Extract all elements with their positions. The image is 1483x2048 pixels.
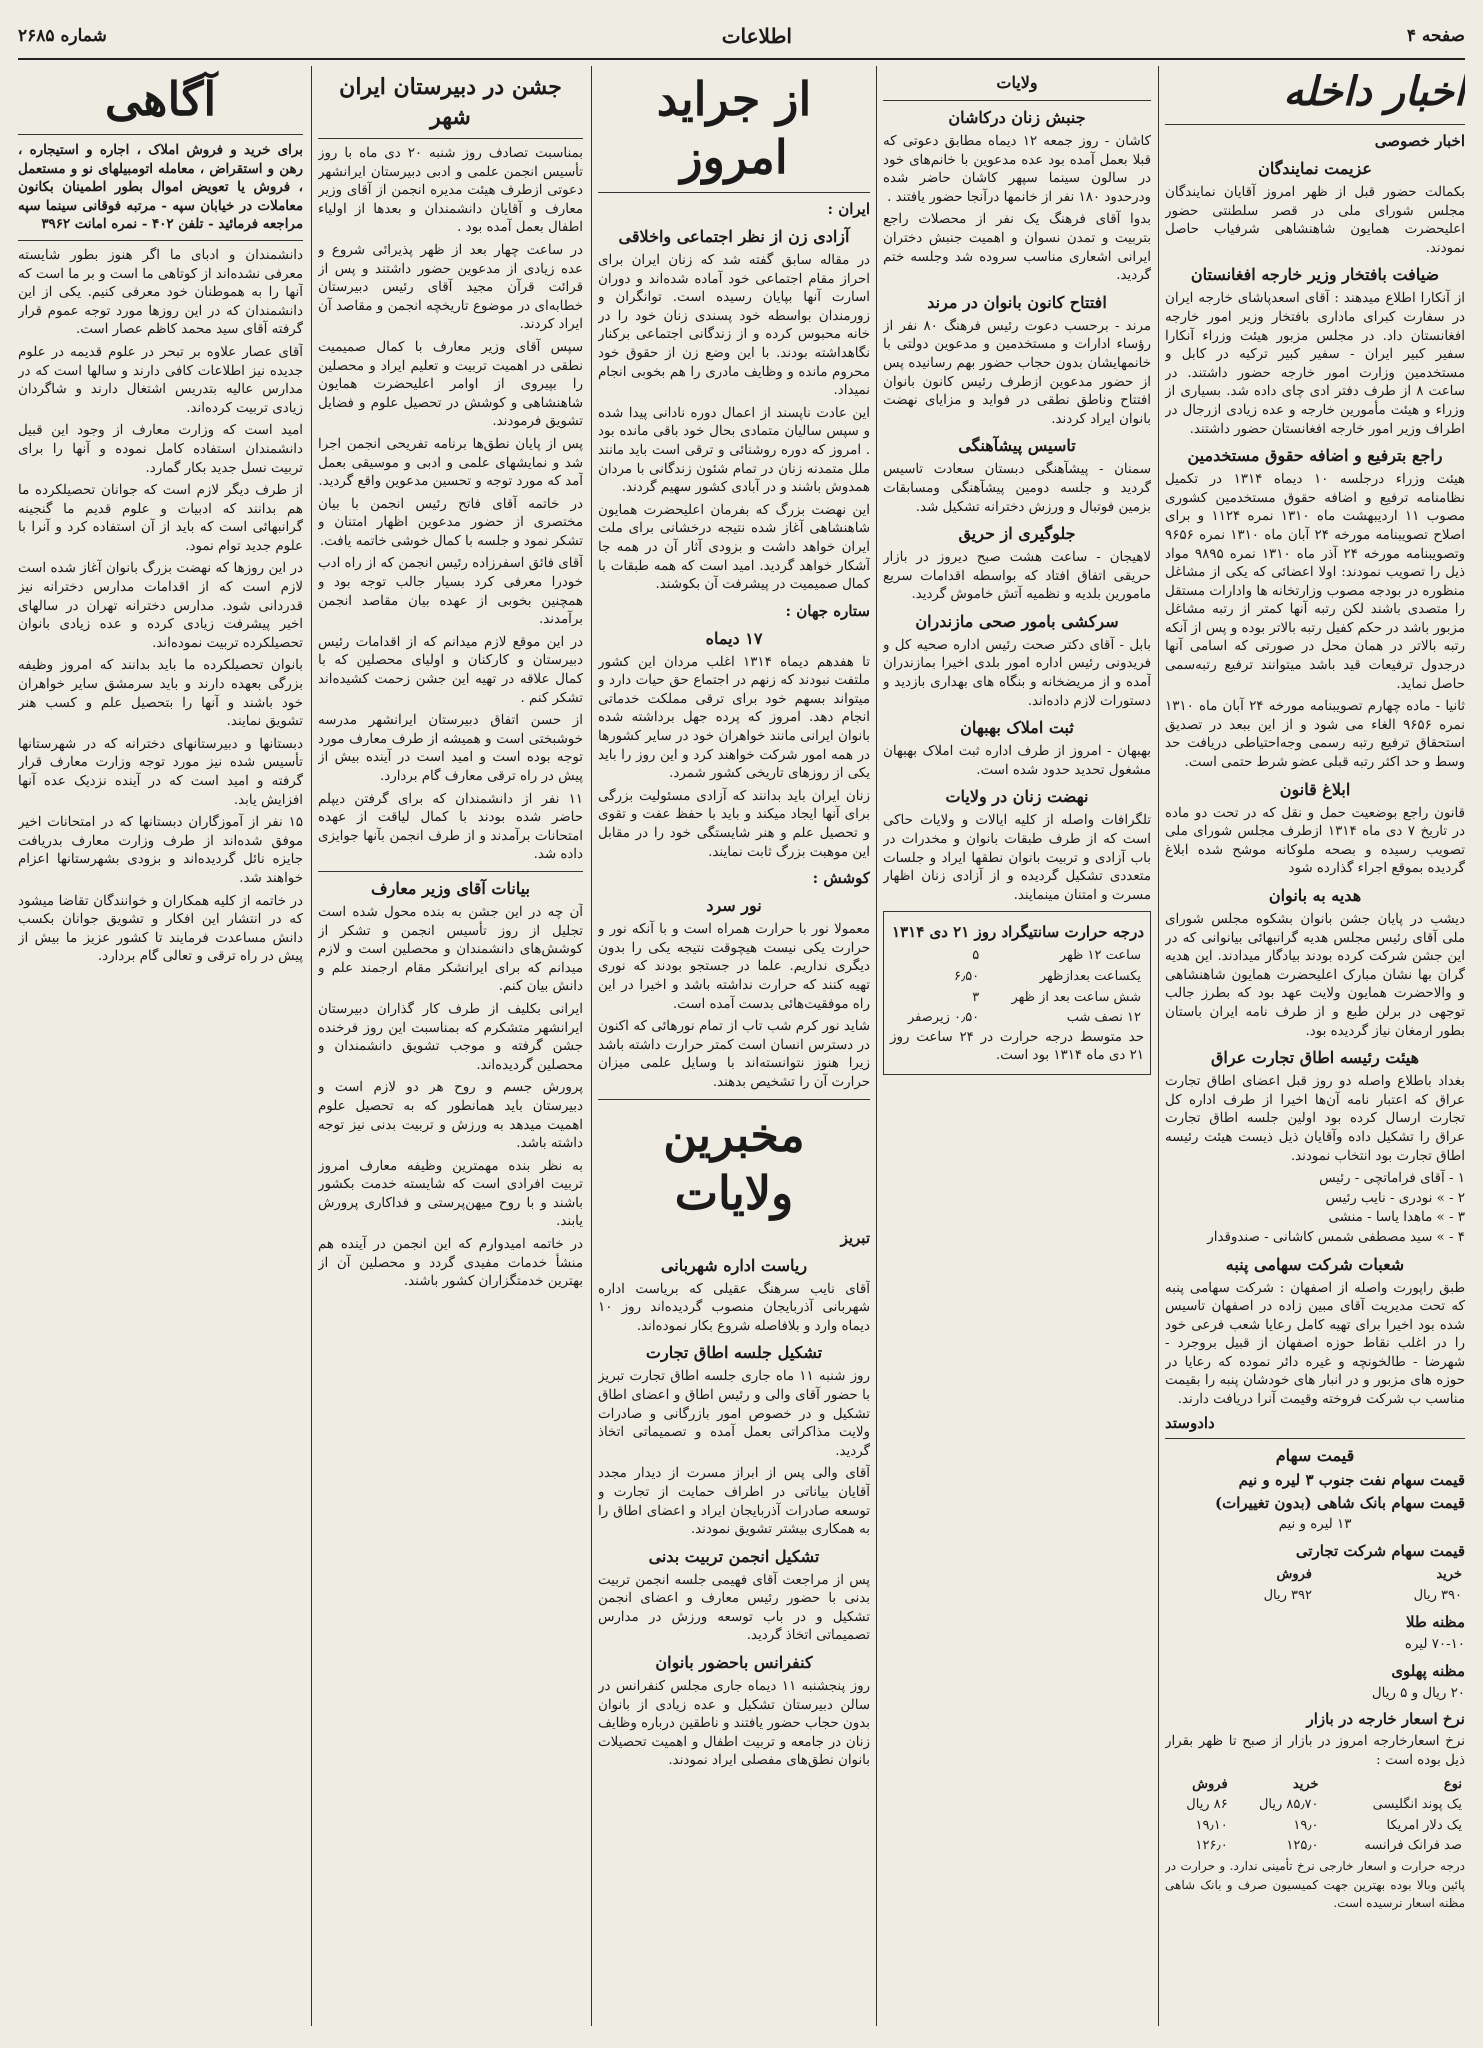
heading: ۱۷ دیماه	[705, 628, 763, 648]
paragraph: سپس آقای وزیر معارف با کمال صمیمیت نطقی در اهمیت تربیت و تعلیم ایراد و محصلین را بپیروی از اوامر اعلیحضرت همایون شاهنشاهی و کوشش در تحصیل علوم و فضایل تشویق فرمودند.	[318, 339, 583, 430]
paragraph: ۱۵ نفر از آموزگاران دبستانها که در امتحانات اخیر موفق شده‌اند از طرف وزارت معارف بدریافت جایزه نائل گردیده‌اند و بزودی بشهرستانها اعزام خواهند شد.	[18, 815, 303, 886]
section-title: جشن در دبیرستان ایران شهر	[339, 74, 562, 130]
cell: ۵	[972, 948, 980, 964]
table-row	[890, 1008, 1144, 1029]
heading: تاسیس پیشآهنگی	[958, 436, 1076, 456]
heading: عزیمت نمایندگان	[1258, 159, 1372, 178]
cell: ۸۵٫۷۰ ریال	[1258, 1797, 1319, 1813]
cell: ۶٫۵۰	[954, 969, 980, 984]
paragraph: این عادت ناپسند از اعمال دوره نادانی پیدا شده و سپس سالیان متمادی بحال خود باقی مانده بود . امروز که دوره روشنائی و ترقی است باید مانند ملل متمدنه زنان در تمام شئون زندگانی با مردان همدوش باشند و در آبادی کشور سهیم گردند.	[598, 405, 870, 496]
heading: ولایات	[996, 73, 1038, 92]
paragraph: کاشان - روز جمعه ۱۲ دیماه مطابق دعوتی که قبلا بعمل آمده بود عده مدعوین با خانم‌های خود در سالون سینما سپهر کاشان حاضر شده ودرحدود ۱۸۰ نفر از خانمها درآنجا حضور یافتند .	[883, 134, 1151, 205]
col-header: نوع	[1443, 1776, 1462, 1792]
heading: ضیافت بافتخار وزیر خارجه افغانستان	[1190, 265, 1440, 285]
heading: جلوگیری از حریق	[958, 524, 1076, 544]
trade-price-table	[1165, 1565, 1465, 1606]
cell: ۸۶ ریال	[1186, 1797, 1228, 1813]
list-item: ۱ - آقای فراماتچی - رئیس	[1319, 1171, 1465, 1187]
paragraph: آقای عصار علاوه بر تبحر در علوم قدیمه در علوم جدیده نیز اطلاعات کافی دارند و سالها است که در مدارس عالیه بتدریس اشتغال دارند و شاگردان زیادی تربیت کرده‌اند.	[18, 344, 303, 416]
cell: ۱۲ نصف شب	[1066, 1010, 1141, 1026]
paragraph: در خاتمه از کلیه همکاران و خوانندگان تقاضا میشود که در انتشار این افکار و تشویق جوانان بکسب دانش مساعدت فرمایند تا کشور عزیز ما بیش از پیش در راه ترقی و تعالی گام بردارد.	[18, 893, 303, 965]
heading: مظنه طلا	[1405, 1613, 1465, 1632]
cell: ۳	[972, 989, 980, 1005]
paragraph: بمناسبت تصادف روز شنبه ۲۰ دی ماه با روز تأسیس انجمن علمی و ادبی دبیرستان ایرانشهر دعوتی ازطرف هیئت مدیره انجمن از آقای وزیر معارف و آقایان دانشمندان و بعدها از اولیاء اطفال بعمل آمده بود .	[318, 146, 583, 236]
cell: ۰٫۵۰ زیرصفر	[908, 1010, 980, 1026]
temperature-box	[883, 911, 1151, 1075]
cell: ۱۲۵٫۰	[1286, 1838, 1319, 1854]
paragraph: پرورش جسم و روح هر دو لازم است و دبیرستان باید همانطور که به تحصیل علوم اهمیت میدهد به ورزش و تربیت بدنی نیز توجه داشته باشد.	[318, 1080, 583, 1152]
paragraph: پس از مراجعت آقای فهیمی جلسه انجمن تربیت بدنی با حضور رئیس معارف و اعضای انجمن تشکیل و در باب توسعه ورزش در مدارس تصمیماتی اتخاذ گردید.	[598, 1572, 870, 1644]
paragraph: طبق راپورت واصله از اصفهان : شرکت سهامی پنبه که تحت مدیریت آقای مبین زاده در اصفهان تاسیس شده بود اخیرا برای تهیه کامل رعایا شعب فرعی خود را در اغلب نقاط حوزه اصفهان از قبیل بروجرد - شهرضا - طالخونچه و غیره دائر نموده که رعایا در حوزه های مزبور و در انبار های خودشان پنبه را بقیمت مناسب ب شرکت فروخته وقیمت آنرا دریافت دارند.	[1165, 1280, 1465, 1408]
cell: ۱۹٫۰	[1293, 1817, 1319, 1833]
heading: نرخ اسعار خارجه در بازار	[1306, 1710, 1465, 1729]
paragraph: قانون راجع بوضعیت حمل و نقل که در تحت دو ماده در تاریخ ۷ دی ماه ۱۳۱۴ ازطرف مجلس شورای ملی تصویب رسیده و بصحه ملوکانه موشح شده ابلاغ گردیده بموقع اجراء گذارده شود	[1165, 805, 1465, 877]
cell: شش ساعت بعد از ظهر	[1011, 989, 1141, 1005]
paragraph: ثانیا - ماده چهارم تصویبنامه مورخه ۲۴ آبان ماه ۱۳۱۰ نمره ۹۶۵۶ الغاء می شود و از این ببعد در تصدیق استحقاق ترفیع رتبه رسمی وجه‌احتیاطی دریافت حد وسط و حد اکثر رتبه قبلی عضو شرط حتمی است.	[1165, 699, 1465, 771]
cell: یک پوند انگلیسی	[1372, 1797, 1462, 1813]
heading: تبریز	[840, 1228, 870, 1247]
heading: قیمت سهام شرکت تجارتی	[1295, 1542, 1465, 1561]
section-title: مخبرین ولایات	[663, 1107, 805, 1220]
paragraph: ایرانی بکلیف از طرف کار گذاران دبیرستان ایرانشهر متشکرم که بمناسبت این روز فرخنده جشن گرفته و موجب تشویق دانشمندان و محصلین گردیده‌اند.	[318, 1001, 583, 1073]
temperature-table	[890, 946, 1144, 1028]
paragraph: بکمالت حضور قبل از ظهر امروز آقایان نمایندگان مجلس شورای ملی در قصر سلطنتی حضور اعلیحضرت همایون شاهنشاهی شرفیاب حاصل نمودند.	[1165, 185, 1465, 256]
paragraph: هیئت وزراء درجلسه ۱۰ دیماه ۱۳۱۴ در تکمیل نظامنامه ترفیع و اضافه حقوق مستخدمین کشوری مصوب ۱۱ اردیبهشت ماه ۱۳۱۰ نمره ۱۱۲۴ و برای اصلاح تصویبنامه مورخه ۲۴ آبان ماه ۱۳۱۰ نمره ۹۶۵۶ وتصویبنامه مورخه ۲۴ آذر ماه ۱۳۱۰ نمره ۹۸۹۵ مواد ذیل را تصویب نمودند: اولا اعضائی که یکی از مشاغل منظوره در بودجه مصوب وزارتخانه ها وادارات مستقل را متصدی باشند لکن رتبه آنها کمتر از رتبه مشاغل مزبور باشد در حکم کفیل رتبه بالاتر بوده و پس از آنکه رتبه بالاتر در همان محل در صورتی که اسامی آنها درجدول ترفیعات قید باشد میتوانند ترفیع رتبه‌سمی حاصل نماید.	[1165, 472, 1465, 692]
paragraph: روز پنجشنبه ۱۱ دیماه جاری مجلس کنفرانس در سالن دبیرستان تشکیل و عده زیادی از بانوان بدون حجاب حضور یافتند و ناطقین درباره وظایف زنان در جامعه و تربیت اطفال و اهمیت تحصیلات بانوان نطق‌های مفصلی ایراد نمودند.	[598, 1679, 870, 1769]
cell: ۳۹۲ ریال	[1263, 1587, 1312, 1603]
paragraph: روز شنبه ۱۱ ماه جاری جلسه اطاق تجارت تبریز با حضور آقای والی و رئیس اطاق و اعضای اطاق تشکیل و در خصوص امور بازرگانی و صادرات ولایت مذاکراتی بعمل آمده و تصمیماتی اتخاذ گردید.	[598, 1369, 870, 1459]
paragraph: این نهضت بزرگ که بفرمان اعلیحضرت همایون شاهنشاهی آغاز شده نتیجه درخشانی برای ملت ایران خواهد داشت و بزودی آثار آن در همه جا آشکار خواهد گردید. امید است که همه طبقات با کمال صمیمیت در پیشرفت آن بکوشند.	[598, 502, 870, 593]
paragraph: در این روزها که نهضت بزرگ بانوان آغاز شده است لازم است که از اقدامات مدارس دخترانه نیز قدردانی شود. مدارس دخترانه تهران در سالهای اخیر پیشرفت زیادی کرده و عده زیادی بانوان تحصیلکرده تربیت نموده‌اند.	[18, 561, 303, 651]
heading: هیئت رئیسه اطاق تجارت عراق	[1210, 1048, 1420, 1068]
heading: راجع بترفیع و اضافه حقوق مستخدمین	[1187, 446, 1443, 466]
heading: ستاره جهان :	[785, 601, 870, 620]
cell: ۱۹٫۱۰	[1195, 1817, 1228, 1833]
paragraph: معمولا نور با حرارت همراه است و با آنکه نور و حرارت یکی نیست هیچوقت نتیجه یکی را بدون دیگری نداریم. علما در جستجو بودند که نوری تهیه کنند که حرارت نداشته باشد و اخیرا در این راه موفقیت‌هائی بدست آمده است.	[598, 922, 870, 1012]
list-item: ۲ - » نودری - نایب رئیس	[1325, 1190, 1465, 1206]
paragraph: مرند - برحسب دعوت رئیس فرهنگ ۸۰ نفر از رؤساء ادارات و مستخدمین و مدعوین دولتی با خانمهایشان بدون حجاب حضور بهم رسانیده پس از حضور مدعوین ازطرف رئیس کانون بانوان افتتاح وناطق نطقی در فواید و مزایای نهضت بانوان ایراد کردند.	[883, 318, 1151, 427]
col-header: فروش	[1276, 1567, 1312, 1583]
cell: یکساعت بعدازظهر	[1039, 969, 1141, 984]
section-title: از جراید امروز	[656, 72, 812, 184]
cell: صد فرانک فرانسه	[1364, 1838, 1462, 1854]
gold-price: ۷۰-۱۰ لیره	[1404, 1637, 1465, 1653]
column-press-review	[598, 66, 870, 2026]
paragraph: در مقاله سابق گفته شد که زنان ایران برای احراز مقام اجتماعی خود آماده شده‌اند و دوران اسارت آنها بپایان رسیده است. توانگران و زورمندان بواسطه خود پسندی زنان خود را در خانه محبوس کرده و از زندگانی اجتماعی برکنار نگاهداشته بودند. با این وضع زن از حقوق خود محروم مانده و وظایف مادری را هم بخوبی انجام نمیداد.	[598, 253, 870, 399]
heading: بیانات آقای وزیر معارف	[371, 878, 530, 898]
paragraph: حد متوسط درجه حرارت در ۲۴ ساعت روز ۲۱ دی ماه ۱۳۱۴ بود است.	[890, 1029, 1144, 1064]
heading: جنبش زنان درکاشان	[948, 108, 1086, 127]
cell: یک دلار امریکا	[1386, 1817, 1462, 1833]
heading: کوشش :	[812, 869, 870, 888]
paper-name: اطلاعات	[721, 24, 792, 48]
paragraph: در ساعت چهار بعد از ظهر پذیرائی شروع و عده زیادی از مدعوین حضور داشتند و پس از قرائت قرآن مجید آقای رئیس دبیرستان خطابه‌ای در موضوع تاریخچه انجمن و مقاصد آن ایراد کردند.	[318, 242, 583, 333]
paragraph: آقای والی پس از ابراز مسرت از دیدار مجدد آقایان بیاناتی در اطراف حمایت از تجارت و توسعه صادرات آذربایجان ایراد و اعضای اطاق را به همکاری بیشتر تشویق نمودند.	[598, 1466, 870, 1538]
section-stamp: دادوستد	[1165, 1413, 1215, 1432]
section-logo: اخبار داخله	[1283, 68, 1465, 115]
paragraph: زنان ایران باید بدانند که آزادی مسئولیت بزرگی برای آنها ایجاد میکند و باید با حفظ عفت و تقوی و تحصیل علم و هنر شایستگی خود را در مقابل این موهبت بزرگ ثابت نمایند.	[598, 788, 870, 860]
paragraph: در خاتمه آقای فاتح رئیس انجمن با بیان مختصری از حضور مدعوین اظهار امتنان و تشکر نمود و جلسه با کمال خوشی خاتمه یافت.	[318, 496, 583, 549]
masthead	[18, 14, 1465, 60]
issue-number: شماره ۲۶۸۵	[18, 26, 107, 46]
paragraph: بغداد باطلاع واصله دو روز قبل اعضای اطاق تجارت عراق که اعتبار نامه آن‌ها اخیرا از طرف اداره کل تجارت ارسال کرده بود اولین جلسه اطاق تجارت عراق را تشکیل داده وآقایان ذیل ذیست هیئت رئیسه اطاق تجارت بود انتخاب نمودند.	[1165, 1074, 1465, 1164]
table-row	[1165, 1795, 1465, 1816]
heading: درجه حرارت سانتیگراد روز ۲۱ دی ۱۳۱۴	[892, 923, 1144, 942]
col-header: خرید	[1292, 1776, 1319, 1792]
paragraph: درجه‌ حرارت و اسعار خارجی نرخ تأمینی ندارد. و حرارت در پائین وبالا بوده بهترین جهت کمیسیون صرف و بانک شاهی مظنه اسعار نرسیده است.	[1165, 1858, 1465, 1911]
stock-line: قیمت سهام بانک شاهی (بدون تغییرات)	[1215, 1493, 1465, 1512]
stock-line: قیمت سهام نفت جنوب ۳ لیره و نیم	[1238, 1471, 1465, 1490]
heading: سرکشی بامور صحی مازندران	[915, 611, 1119, 631]
column-provinces	[883, 66, 1151, 2026]
heading: آزادی زن از نظر اجتماعی واخلاقی	[618, 227, 850, 246]
heading: کنفرانس باحضور بانوان	[655, 1653, 813, 1673]
heading: افتتاح کانون بانوان در مرند	[927, 292, 1107, 312]
heading: قیمت سهام	[1275, 1446, 1355, 1466]
column-school-festival	[318, 66, 583, 2026]
heading: مظنه پهلوی	[1391, 1661, 1465, 1680]
list-item: ۳ - » ماهدا یاسا - منشی	[1328, 1210, 1465, 1226]
heading: تشکیل انجمن تربیت بدنی	[648, 1546, 820, 1566]
heading: نهضت زنان در ولایات	[945, 787, 1089, 807]
paragraph: به نظر بنده مهمترین وظیفه معارف امروز تربیت افرادی است که شایسته خدمت بکشور باشند و با روح میهن‌پرستی و فداکاری پرورش یابند.	[318, 1158, 583, 1230]
paragraph: دیشب در پایان جشن بانوان بشکوه مجلس شورای ملی آقای رئیس مجلس هدیه گرانبهائی بیانوانی که در این جشن شرکت کرده بودند بیادگار میدادند. این هدیه گران بها نشان مبارک اعلیحضرت همایون شاهنشاهی و والاحضرت همایون ولایت عهد بود که بطرز جالب توجهی در برلن طبع و از طرف نامه ایران باستان بطور ارمغان نیاز گردیده بود.	[1165, 912, 1465, 1039]
paragraph: بهبهان - امروز از طرف اداره ثبت املاک بهبهان مشغول تحدید حدود شده است.	[883, 744, 1151, 778]
heading: اخبار خصوصی	[1374, 132, 1465, 150]
paragraph: در این موقع لازم میدانم که از اقدامات رئیس دبیرستان و کارکنان و اولیای محصلین که با کمال علاقه در تهیه این جشن زحمت کشیده‌اند تشکر کنم .	[318, 634, 583, 706]
paragraph: نرخ اسعارخارجه امروز در بازار از صبح تا ظهر بقرار ذیل بوده است :	[1165, 1734, 1465, 1768]
paragraph: در خاتمه امیدوارم که این انجمن در آینده هم منشأ خدمات مفیدی گردد و محصلین آن از بهترین خدمتگزاران کشور باشند.	[318, 1237, 583, 1290]
col-header: فروش	[1192, 1776, 1228, 1792]
paragraph: آقای فائق اسفرزاده رئیس انجمن که از راه ادب خودرا معرفی کرد بسیار جالب توجه بود و همچنین بخوبی از عهده بیان مقاصد انجمن برآمدند.	[318, 556, 583, 628]
column-notices	[18, 66, 303, 2026]
paragraph: لاهیجان - ساعت هشت صبح دیروز در بازار حریقی اتفاق افتاد که بواسطه اقدامات سریع مامورین بلدیه و نظمیه آتش خاموش گردید.	[883, 550, 1151, 603]
fx-table	[1165, 1775, 1465, 1857]
paragraph: تلگرافات واصله از کلیه ایالات و ولایات حاکی است که از طرف طبقات بانوان و مخدرات در باب آزادی و تربیت بانوان نطقها ایراد و جلسات متعددی تشکیل گردیده و از آزادی زنان اظهار مسرت و امتنان مینمایند.	[883, 813, 1151, 903]
newspaper-page	[18, 14, 1465, 2036]
paragraph: دانشمندان و ادبای ما اگر هنوز بطور شایسته معرفی نشده‌اند از کوتاهی ما است و بر ما است که آنها را به هموطنان خود معرفی کنیم. یکی از این دانشمندان که در این روزها مورد توجه عموم قرار گرفته آقای سید محمد کاظم عصار است.	[18, 247, 303, 338]
heading: ثبت املاک بهبهان	[960, 718, 1074, 738]
page-number: صفحه ۴	[1406, 26, 1465, 46]
section-title: آگاهی	[104, 72, 217, 126]
pahlavi-price: ۲۰ ریال و ۵ ریال	[1371, 1685, 1465, 1701]
paragraph: از حسن اتفاق دبیرستان ایرانشهر مدرسه خوشبختی است و همیشه از طرف معارف مورد توجه بوده است و امید است در آینده بیش از پیش در راه ترقی معارف گام بردارد.	[318, 713, 583, 784]
table-row	[1165, 1836, 1465, 1857]
heading: هدیه به بانوان	[1268, 886, 1362, 905]
heading: ایران :	[827, 200, 870, 218]
heading: ریاست اداره شهربانی	[660, 1255, 808, 1275]
paragraph: پس از پایان نطق‌ها برنامه تفریحی انجمن اجرا شد و نمایشهای علمی و ادبی و موسیقی بعمل آمد که مورد توجه و تحسین مدعوین واقع گردید.	[318, 436, 583, 490]
paragraph: تا هفدهم دیماه ۱۳۱۴ اغلب مردان این کشور ملتفت نبودند که زنهم در اجتماع حق حیات دارد و میتواند بسهم خود برای ترقی مملکت خدماتی انجام دهد. امروز که پرده جهل برداشته شده بانوان ایرانی مانند خواهران خود در سایر کشورها در همه امور شرکت خواهند کرد و این روز را باید یکی از روزهای تاریخی کشور شمرد.	[598, 654, 870, 782]
heading: نور سرد	[706, 896, 762, 916]
cell: ۳۹۰ ریال	[1413, 1587, 1462, 1603]
table-row	[1165, 1816, 1465, 1837]
paragraph: از آنکارا اطلاع میدهند : آقای اسعدپاشای خارجه ایران در سفارت کبرای ماداری بافتخار وزیر امور خارجه افغانستان داد. در مجلس مزبور هیئت وزراء آنکارا سفیر کبیر ایران - سفیر کبیر ترکیه در کابل و مستخدمین وزارت امور خارجه حضور داشتند. در ساعت ۸ از طرف دفتر ادی چای داده شد. بسیاری از وزراء و هیئت مأمورین خارجه و عده زیادی ازرجال در اطراف وزیر امور خارجه افغانستان حضور داشتند.	[1165, 291, 1465, 437]
cell: ساعت ۱۲ ظهر	[1059, 948, 1141, 964]
paragraph: بانوان تحصیلکرده ما باید بدانند که امروز وظیفه بزرگی بعهده دارند و باید سرمشق سایر خواهران خود باشند و آنها را بتحصیل علم و کسب هنر تشویق نمایند.	[18, 658, 303, 730]
paragraph: امید است که وزارت معارف از وجود این قبیل دانشمندان استفاده کامل نموده و آنها را برای تربیت نسل جدید بکار گمارد.	[18, 423, 303, 476]
paragraph: سمنان - پیشآهنگی دبستان سعادت تاسیس گردید و جلسه دومین پیشآهنگی ومسابقات بزمین فوتبال و ورزش دخترانه تشکیل شد.	[883, 462, 1151, 515]
advertisement: برای خرید و فروش املاک ، اجاره و استیجاره ، رهن و استقراض ، معامله اتومبیلهای نو و مستعمل ، فروش یا تعویض اموال بطور اطمینان بکانون معاملات در خیابان سپه - مرتبه فوقانی سینما سپه مراجعه فرمائید - تلفن ۴۰۲ - نمره امانت ۳۹۶۲	[18, 142, 303, 233]
stock-value: ۱۳ لیره و نیم	[1278, 1517, 1352, 1533]
paragraph: بابل - آقای دکتر صحت رئیس اداره صحیه کل و فریدونی رئیس اداره امور بلدی اخیرا بمازندران آمده و از مریضخانه و بنگاه های بهداری بازدید و دستورات لازم داده‌اند.	[883, 637, 1151, 709]
col-header: خرید	[1436, 1567, 1462, 1583]
paragraph: آن چه در این جشن به بنده محول شده است تجلیل از روز تأسیس انجمن و تشکر از کوشش‌های دانشمندان و محصلین است و لازم میدانم که برای ایرانشکر مقام ارجمند علم و دانش بیان کنم.	[318, 904, 583, 995]
paragraph: از طرف دیگر لازم است که جوانان تحصیلکرده ما هم بدانند که ادبیات و علوم قدیم ما گنجینه گرانبهائی است که باید از آن استفاده کرد و آنرا با علوم جدید توام نمود.	[18, 483, 303, 554]
paragraph: دبستانها و دبیرستانهای دخترانه که در شهرستانها تأسیس شده نیز مورد توجه وزارت معارف قرار گرفته و امید است که در آینده نزدیک عده آنها افزایش یابد.	[18, 736, 303, 808]
paragraph: شاید نور کرم شب تاب از تمام نورهائی که اکنون در دسترس انسان است کمتر حرارت داشته باشد زیرا هنوز نتوانسته‌اند با وسایل علمی میزان حرارت آن را تشخیص بدهند.	[598, 1019, 870, 1090]
officer-list	[1165, 1170, 1465, 1247]
heading: شعبات شرکت سهامی پنبه	[1225, 1254, 1405, 1274]
heading: ابلاغ قانون	[1279, 779, 1351, 799]
column-domestic-news	[1165, 66, 1465, 2026]
paragraph: ۱۱ نفر از دانشمندان که برای گرفتن دیپلم حاضر شده بودند با کمال لیاقت از عهده امتحانات برآمدند و از طرف انجمن بآنها جوایزی داده شد.	[318, 791, 583, 863]
cell: ۱۲۶٫۰	[1195, 1838, 1228, 1854]
table-row	[890, 946, 1144, 967]
heading: تشکیل جلسه اطاق تجارت	[645, 1343, 823, 1363]
paragraph: آقای نایب سرهنگ عقیلی که بریاست اداره شهربانی آذربایجان منصوب گردیده‌اند روز ۱۰ دیماه وارد و بلافاصله شروع بکار نموده‌اند.	[598, 1281, 870, 1334]
table-row	[890, 988, 1144, 1009]
paragraph: بدوا آقای فرهنگ یک نفر از محصلات راجع بتربیت و تمدن نسوان و اهمیت جنبش دختران ایرانی اشعاری مناسب سروده شد وجلسه ختم گردید.	[883, 212, 1151, 284]
table-row	[890, 967, 1144, 988]
list-item: ۴ - » سید مصطفی شمس کاشانی - صندوقدار	[1207, 1229, 1465, 1245]
